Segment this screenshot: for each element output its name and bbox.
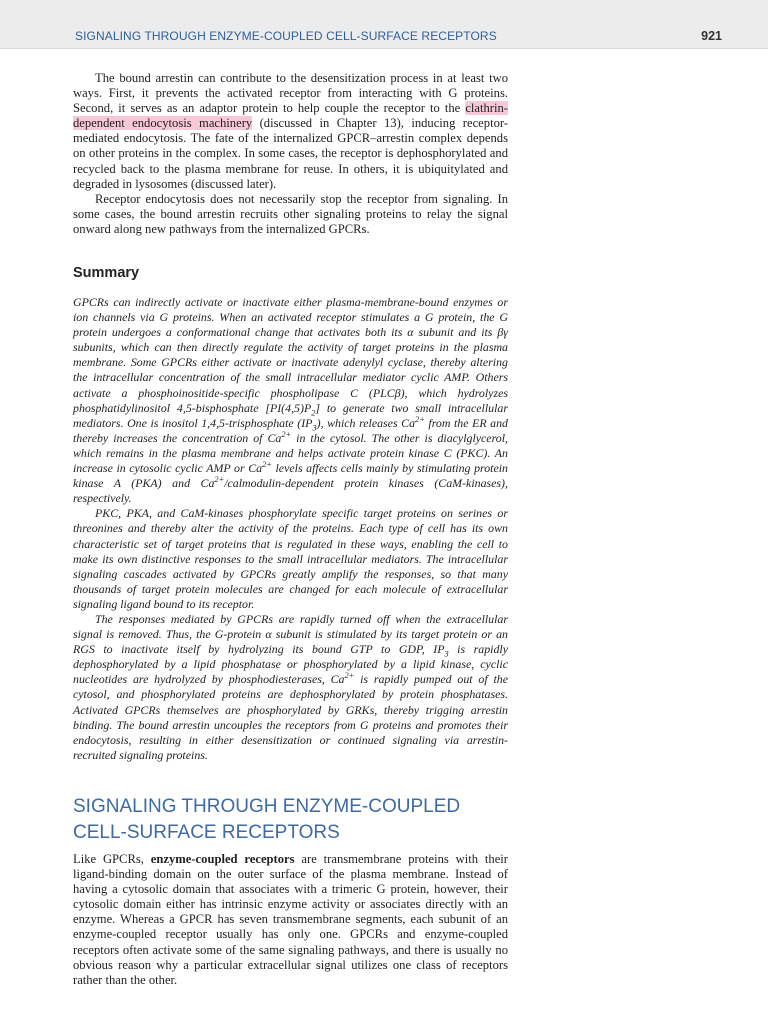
section-heading bbox=[73, 794, 513, 846]
page-number: 921 bbox=[701, 29, 722, 43]
summary-heading: Summary bbox=[73, 265, 140, 281]
summary-text bbox=[73, 295, 508, 763]
summary-paragraph-1: GPCRs can indirectly activate or inactivate either plasma-membrane-bound enzymes or ion channels via G proteins. When an activated receptor stimulates a G protein, the G protein undergoes a conformational change that activates both its α subunit and its βγ subunits, which can then directly regulate the activity of target proteins in the plasma membrane. Some GPCRs either activate or inactivate adenylyl cyclase, thereby altering the intracellular concentration of the small intracellular mediator cyclic AMP. Others activate a phosphoinositide-specific phospholipase C (PLCβ), which hydrolyzes phosphatidylinositol 4,5-bisphosphate $[PI(4,5)P_2]$ to generate two small intracellular mediators. One is inositol 1,4,5-trisphosphate $(IP_3)$, which releases $Ca^{2+}$ from the ER and thereby increases the concentration of $Ca^{2+}$ in the cytosol. The other is diacylglycerol, which remains in the plasma membrane and helps activate protein kinase C (PKC). An increase in cytosolic cyclic AMP or $Ca^{2+}$ levels affects cells mainly by stimulating protein kinase A (PKA) and $Ca^{2+}/calmodulin$-dependent protein kinases (CaM-kinases), respectively. bbox=[73, 295, 508, 506]
intro-paragraph-2: Receptor endocytosis does not necessarily stop the receptor from signaling. In some cases, the bound arrestin recruits other signaling proteins to relay the signal onward along new pathways from the internalized GPCRs. bbox=[73, 191, 508, 236]
section-text bbox=[73, 852, 508, 988]
summary-paragraph-3: The responses mediated by GPCRs are rapidly turned off when the extracellular signal is removed. Thus, the G-protein α subunit is stimulated by its target protein or an RGS to inactivate itself by hydrolyzing its bound GTP to GDP, $IP_3$ is rapidly dephosphorylated by a lipid phosphatase or phosphorylated by a lipid kinase, cyclic nucleotides are hydrolyzed by phosphodiesterases, $Ca^{2+}$ is rapidly pumped out of the cytosol, and phosphorylated proteins are dephosphorylated by protein phosphatases. Activated GPCRs themselves are phosphorylated by GRKs, thereby trigging arrestin binding. The bound arrestin uncouples the receptors from G proteins and promotes their endocytosis, resulting in either desensitization or continued signaling via arrestin-recruited signaling proteins. bbox=[73, 611, 508, 762]
highlighted-phrase[interactable]: clathrin-dependent endocytosis machinery bbox=[73, 101, 508, 131]
section-paragraph-1: Like GPCRs, enzyme-coupled receptors are transmembrane proteins with their ligand-binding domain on the outer surface of the plasma membrane. Instead of having a cytosolic domain that associates with a trimeric G protein, however, their cytosolic domain either has intrinsic enzyme activity or associates directly with an enzyme. Whereas a GPCR has seven transmembrane segments, each subunit of an enzyme-coupled receptor usually has only one. GPCRs and enzyme-coupled receptors often activate some of the same signaling pathways, and there is usually no obvious reason why a particular extracellular signal utilizes one class of receptors rather than the other. bbox=[73, 852, 508, 987]
intro-text bbox=[73, 71, 508, 237]
page-header bbox=[0, 0, 768, 49]
intro-paragraph-1: The bound arrestin can contribute to the desensitization process in at least two ways. First, it prevents the activated receptor from interacting with G proteins. Second, it serves as an adaptor protein to help couple the receptor to the clathrin-dependent endocytosis machinery (discussed in Chapter 13), inducing receptor-mediated endocytosis. The fate of the internalized GPCR–arrestin complex depends on other proteins in the complex. In some cases, the receptor is dephosphorylated and recycled back to the plasma membrane for reuse. In others, it is ubiquitylated and degraded in lysosomes (discussed later). bbox=[73, 71, 509, 191]
section-heading-line-1: SIGNALING THROUGH ENZYME-COUPLED bbox=[73, 796, 461, 817]
key-term: enzyme-coupled receptors bbox=[150, 852, 295, 866]
section-heading-line-2: CELL-SURFACE RECEPTORS bbox=[73, 822, 340, 843]
summary-paragraph-2: PKC, PKA, and CaM-kinases phosphorylate specific target proteins on serines or threonines and thereby alter the activity of the proteins. Each type of cell has its own characteristic set of target proteins that is regulated in these ways, enabling the cell to make its own distinctive responses to the small intracellular mediators. The intracellular signaling cascades activated by GPCRs greatly amplify the responses, so that many thousands of target protein molecules are changed for each molecule of extracellular signaling ligand bound to its receptor. bbox=[73, 506, 508, 611]
running-head: SIGNALING THROUGH ENZYME-COUPLED CELL-SURFACE RECEPTORS bbox=[75, 29, 497, 43]
